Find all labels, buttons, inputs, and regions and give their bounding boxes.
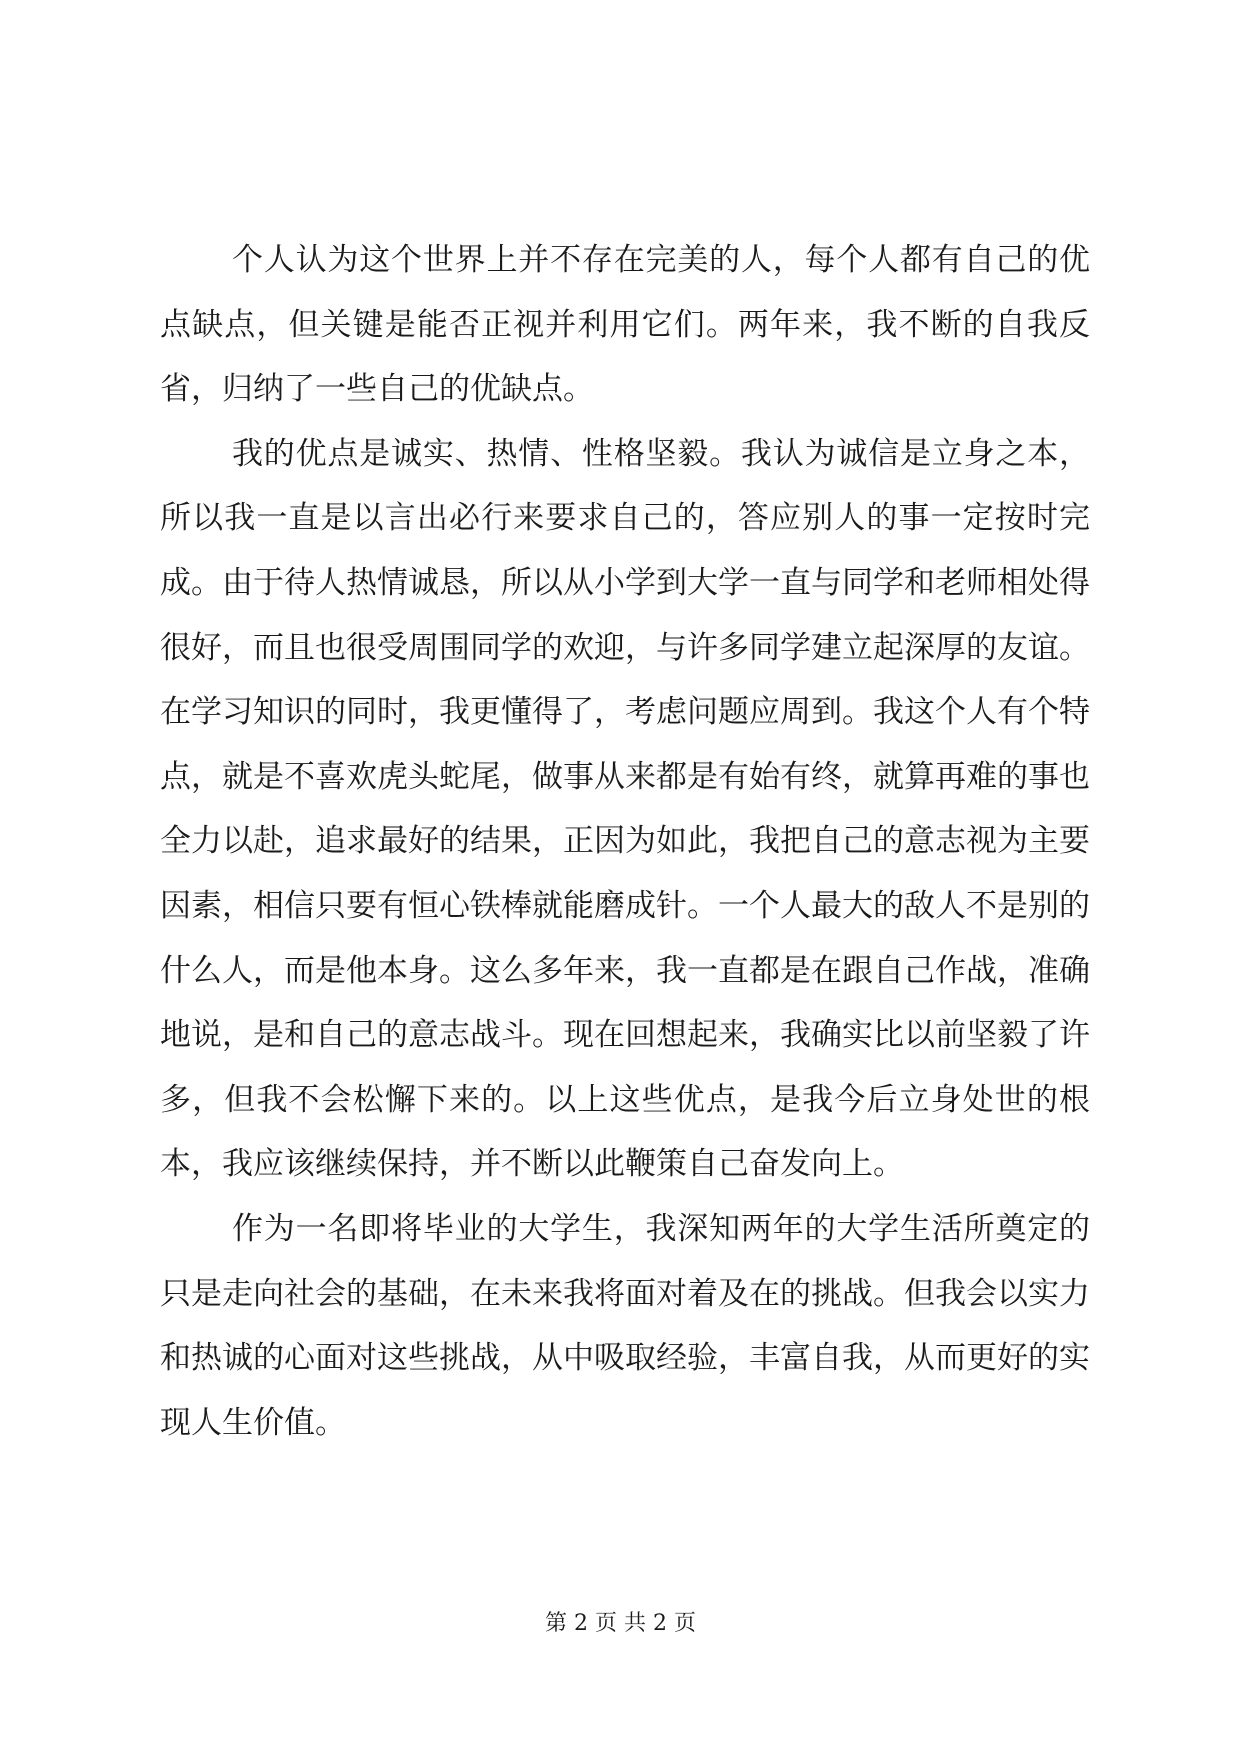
paragraph-1: 个人认为这个世界上并不存在完美的人，每个人都有自己的优点缺点，但关键是能否正视并利用它们。两年来，我不断的自我反省，归纳了一些自己的优缺点。 [160, 242, 1090, 408]
page-footer: 第 2 页 共 2 页 [545, 1611, 696, 1636]
paragraph-2: 我的优点是诚实、热情、性格坚毅。我认为诚信是立身之本，所以我一直是以言出必行来要求自己的，答应别人的事一定按时完成。由于待人热情诚恳，所以从小学到大学一直与同学和老师相处得很好，而且也很受周围同学的欢迎，与许多同学建立起深厚的友谊。在学习知识的同时，我更懂得了，考虑问题应周到。我这个人有个特点，就是不喜欢虎头蛇尾，做事从来都是有始有终，就算再难的事也全力以赴，追求最好的结果，正因为如此，我把自己的意志视为主要因素，相信只要有恒心铁棒就能磨成针。一个人最大的敌人不是别的什么人，而是他本身。这么多年来，我一直都是在跟自己作战，准确地说，是和自己的意志战斗。现在回想起来，我确实比以前坚毅了许多，但我不会松懈下来的。以上这些优点，是我今后立身处世的根本，我应该继续保持，并不断以此鞭策自己奋发向上。 [160, 435, 1090, 1183]
paragraph-3: 作为一名即将毕业的大学生，我深知两年的大学生活所奠定的只是走向社会的基础，在未来我将面对着及在的挑战。但我会以实力和热诚的心面对这些挑战，从中吸取经验，丰富自我，从而更好的实现人生价值。 [160, 1210, 1090, 1441]
document-body [160, 228, 1090, 1455]
